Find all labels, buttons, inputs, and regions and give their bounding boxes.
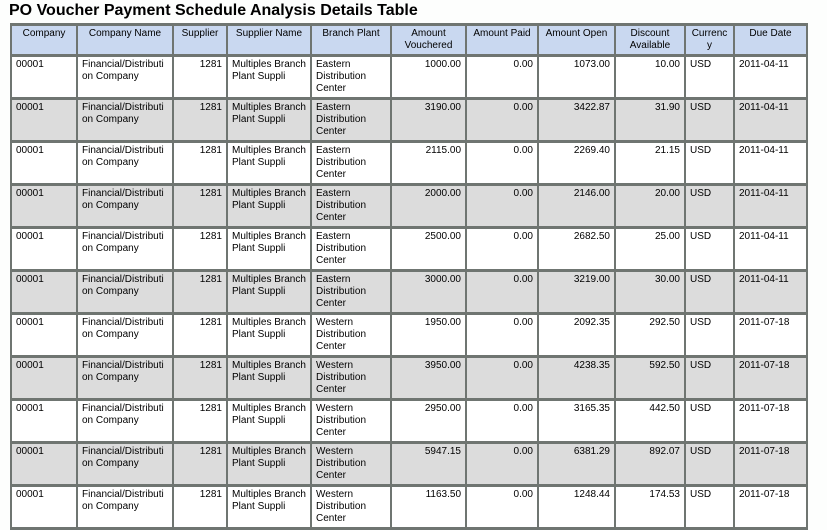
cell-currency: USD <box>685 56 734 99</box>
cell-supplier_name: Multiples Branch Plant Suppli <box>227 400 311 443</box>
cell-supplier_name: Multiples Branch Plant Suppli <box>227 486 311 529</box>
cell-branch_plant: Western Distribution Center <box>311 400 391 443</box>
cell-discount_available: 292.50 <box>615 314 685 357</box>
cell-amount_vouchered: 1163.50 <box>391 486 466 529</box>
cell-company_name: Financial/Distribution Company <box>77 228 173 271</box>
cell-currency: USD <box>685 185 734 228</box>
cell-branch_plant: Eastern Distribution Center <box>311 56 391 99</box>
cell-amount_open: 2682.50 <box>538 228 615 271</box>
cell-supplier_name: Multiples Branch Plant Suppli <box>227 142 311 185</box>
cell-amount_vouchered: 3190.00 <box>391 99 466 142</box>
cell-company_name: Financial/Distribution Company <box>77 443 173 486</box>
cell-supplier: 1281 <box>173 228 227 271</box>
column-header-company_name: Company Name <box>77 25 173 56</box>
cell-branch_plant: Western Distribution Center <box>311 357 391 400</box>
cell-amount_vouchered: 2500.00 <box>391 228 466 271</box>
cell-due_date: 2011-04-11 <box>734 142 807 185</box>
cell-discount_available: 442.50 <box>615 400 685 443</box>
cell-branch_plant: Eastern Distribution Center <box>311 228 391 271</box>
cell-company: 00001 <box>11 142 77 185</box>
cell-company: 00001 <box>11 99 77 142</box>
cell-amount_paid: 0.00 <box>466 271 538 314</box>
column-header-company: Company <box>11 25 77 56</box>
cell-amount_paid: 0.00 <box>466 228 538 271</box>
cell-branch_plant: Western Distribution Center <box>311 443 391 486</box>
cell-due_date: 2011-07-18 <box>734 314 807 357</box>
cell-currency: USD <box>685 357 734 400</box>
cell-amount_vouchered: 3950.00 <box>391 357 466 400</box>
table-row <box>11 357 807 400</box>
po-voucher-details-table <box>10 23 808 530</box>
cell-amount_paid: 0.00 <box>466 142 538 185</box>
cell-discount_available: 592.50 <box>615 357 685 400</box>
cell-amount_vouchered: 1950.00 <box>391 314 466 357</box>
cell-amount_vouchered: 2950.00 <box>391 400 466 443</box>
cell-currency: USD <box>685 228 734 271</box>
cell-company_name: Financial/Distribution Company <box>77 357 173 400</box>
cell-amount_open: 3422.87 <box>538 99 615 142</box>
cell-supplier_name: Multiples Branch Plant Suppli <box>227 357 311 400</box>
cell-amount_vouchered: 2115.00 <box>391 142 466 185</box>
table-row <box>11 443 807 486</box>
table-row <box>11 56 807 99</box>
cell-discount_available: 10.00 <box>615 56 685 99</box>
cell-branch_plant: Eastern Distribution Center <box>311 142 391 185</box>
cell-currency: USD <box>685 271 734 314</box>
cell-supplier: 1281 <box>173 142 227 185</box>
cell-company: 00001 <box>11 357 77 400</box>
column-header-supplier_name: Supplier Name <box>227 25 311 56</box>
cell-amount_open: 6381.29 <box>538 443 615 486</box>
cell-company: 00001 <box>11 314 77 357</box>
cell-branch_plant: Eastern Distribution Center <box>311 185 391 228</box>
cell-supplier: 1281 <box>173 486 227 529</box>
cell-amount_vouchered: 1000.00 <box>391 56 466 99</box>
header-row <box>11 25 807 56</box>
cell-amount_open: 3219.00 <box>538 271 615 314</box>
cell-company: 00001 <box>11 56 77 99</box>
cell-due_date: 2011-07-18 <box>734 486 807 529</box>
column-header-branch_plant: Branch Plant <box>311 25 391 56</box>
cell-company_name: Financial/Distribution Company <box>77 400 173 443</box>
cell-due_date: 2011-04-11 <box>734 99 807 142</box>
cell-amount_paid: 0.00 <box>466 56 538 99</box>
table-row <box>11 99 807 142</box>
cell-amount_open: 2092.35 <box>538 314 615 357</box>
cell-company_name: Financial/Distribution Company <box>77 185 173 228</box>
cell-company_name: Financial/Distribution Company <box>77 486 173 529</box>
cell-amount_paid: 0.00 <box>466 99 538 142</box>
cell-currency: USD <box>685 443 734 486</box>
cell-company: 00001 <box>11 400 77 443</box>
cell-amount_open: 4238.35 <box>538 357 615 400</box>
cell-discount_available: 21.15 <box>615 142 685 185</box>
cell-currency: USD <box>685 400 734 443</box>
cell-amount_open: 3165.35 <box>538 400 615 443</box>
cell-amount_paid: 0.00 <box>466 486 538 529</box>
cell-due_date: 2011-04-11 <box>734 56 807 99</box>
cell-company: 00001 <box>11 486 77 529</box>
column-header-amount_open: Amount Open <box>538 25 615 56</box>
cell-amount_open: 2146.00 <box>538 185 615 228</box>
cell-due_date: 2011-04-11 <box>734 271 807 314</box>
column-header-currency: Currency <box>685 25 734 56</box>
cell-company_name: Financial/Distribution Company <box>77 271 173 314</box>
cell-supplier: 1281 <box>173 400 227 443</box>
cell-supplier: 1281 <box>173 357 227 400</box>
cell-supplier_name: Multiples Branch Plant Suppli <box>227 99 311 142</box>
table-row <box>11 185 807 228</box>
cell-supplier_name: Multiples Branch Plant Suppli <box>227 56 311 99</box>
cell-amount_vouchered: 5947.15 <box>391 443 466 486</box>
cell-supplier: 1281 <box>173 271 227 314</box>
cell-company: 00001 <box>11 228 77 271</box>
cell-amount_paid: 0.00 <box>466 185 538 228</box>
cell-discount_available: 20.00 <box>615 185 685 228</box>
table-row <box>11 228 807 271</box>
cell-company_name: Financial/Distribution Company <box>77 314 173 357</box>
table-row <box>11 314 807 357</box>
cell-due_date: 2011-07-18 <box>734 443 807 486</box>
cell-company_name: Financial/Distribution Company <box>77 99 173 142</box>
column-header-due_date: Due Date <box>734 25 807 56</box>
cell-currency: USD <box>685 486 734 529</box>
table-body <box>11 56 807 529</box>
cell-amount_paid: 0.00 <box>466 400 538 443</box>
cell-amount_vouchered: 2000.00 <box>391 185 466 228</box>
cell-branch_plant: Western Distribution Center <box>311 314 391 357</box>
cell-company_name: Financial/Distribution Company <box>77 142 173 185</box>
table-row <box>11 271 807 314</box>
cell-supplier_name: Multiples Branch Plant Suppli <box>227 443 311 486</box>
cell-supplier: 1281 <box>173 443 227 486</box>
cell-supplier: 1281 <box>173 314 227 357</box>
cell-company_name: Financial/Distribution Company <box>77 56 173 99</box>
cell-company: 00001 <box>11 185 77 228</box>
table-header <box>11 25 807 56</box>
cell-amount_paid: 0.00 <box>466 314 538 357</box>
cell-supplier_name: Multiples Branch Plant Suppli <box>227 314 311 357</box>
cell-supplier_name: Multiples Branch Plant Suppli <box>227 271 311 314</box>
cell-due_date: 2011-07-18 <box>734 400 807 443</box>
cell-discount_available: 892.07 <box>615 443 685 486</box>
table-row <box>11 400 807 443</box>
column-header-supplier: Supplier <box>173 25 227 56</box>
cell-amount_paid: 0.00 <box>466 357 538 400</box>
cell-currency: USD <box>685 142 734 185</box>
cell-branch_plant: Eastern Distribution Center <box>311 271 391 314</box>
table-row <box>11 486 807 529</box>
cell-due_date: 2011-04-11 <box>734 185 807 228</box>
cell-company: 00001 <box>11 443 77 486</box>
cell-amount_open: 1073.00 <box>538 56 615 99</box>
cell-branch_plant: Western Distribution Center <box>311 486 391 529</box>
cell-amount_open: 2269.40 <box>538 142 615 185</box>
cell-currency: USD <box>685 99 734 142</box>
cell-supplier: 1281 <box>173 99 227 142</box>
cell-supplier: 1281 <box>173 56 227 99</box>
cell-discount_available: 31.90 <box>615 99 685 142</box>
table-row <box>11 142 807 185</box>
cell-amount_paid: 0.00 <box>466 443 538 486</box>
cell-discount_available: 30.00 <box>615 271 685 314</box>
cell-due_date: 2011-07-18 <box>734 357 807 400</box>
page-title: PO Voucher Payment Schedule Analysis Details Table <box>9 2 418 19</box>
cell-company: 00001 <box>11 271 77 314</box>
cell-supplier_name: Multiples Branch Plant Suppli <box>227 228 311 271</box>
column-header-discount_available: Discount Available <box>615 25 685 56</box>
cell-due_date: 2011-04-11 <box>734 228 807 271</box>
cell-currency: USD <box>685 314 734 357</box>
cell-branch_plant: Eastern Distribution Center <box>311 99 391 142</box>
column-header-amount_paid: Amount Paid <box>466 25 538 56</box>
cell-discount_available: 25.00 <box>615 228 685 271</box>
column-header-amount_vouchered: Amount Vouchered <box>391 25 466 56</box>
cell-amount_vouchered: 3000.00 <box>391 271 466 314</box>
cell-discount_available: 174.53 <box>615 486 685 529</box>
cell-supplier: 1281 <box>173 185 227 228</box>
cell-supplier_name: Multiples Branch Plant Suppli <box>227 185 311 228</box>
cell-amount_open: 1248.44 <box>538 486 615 529</box>
